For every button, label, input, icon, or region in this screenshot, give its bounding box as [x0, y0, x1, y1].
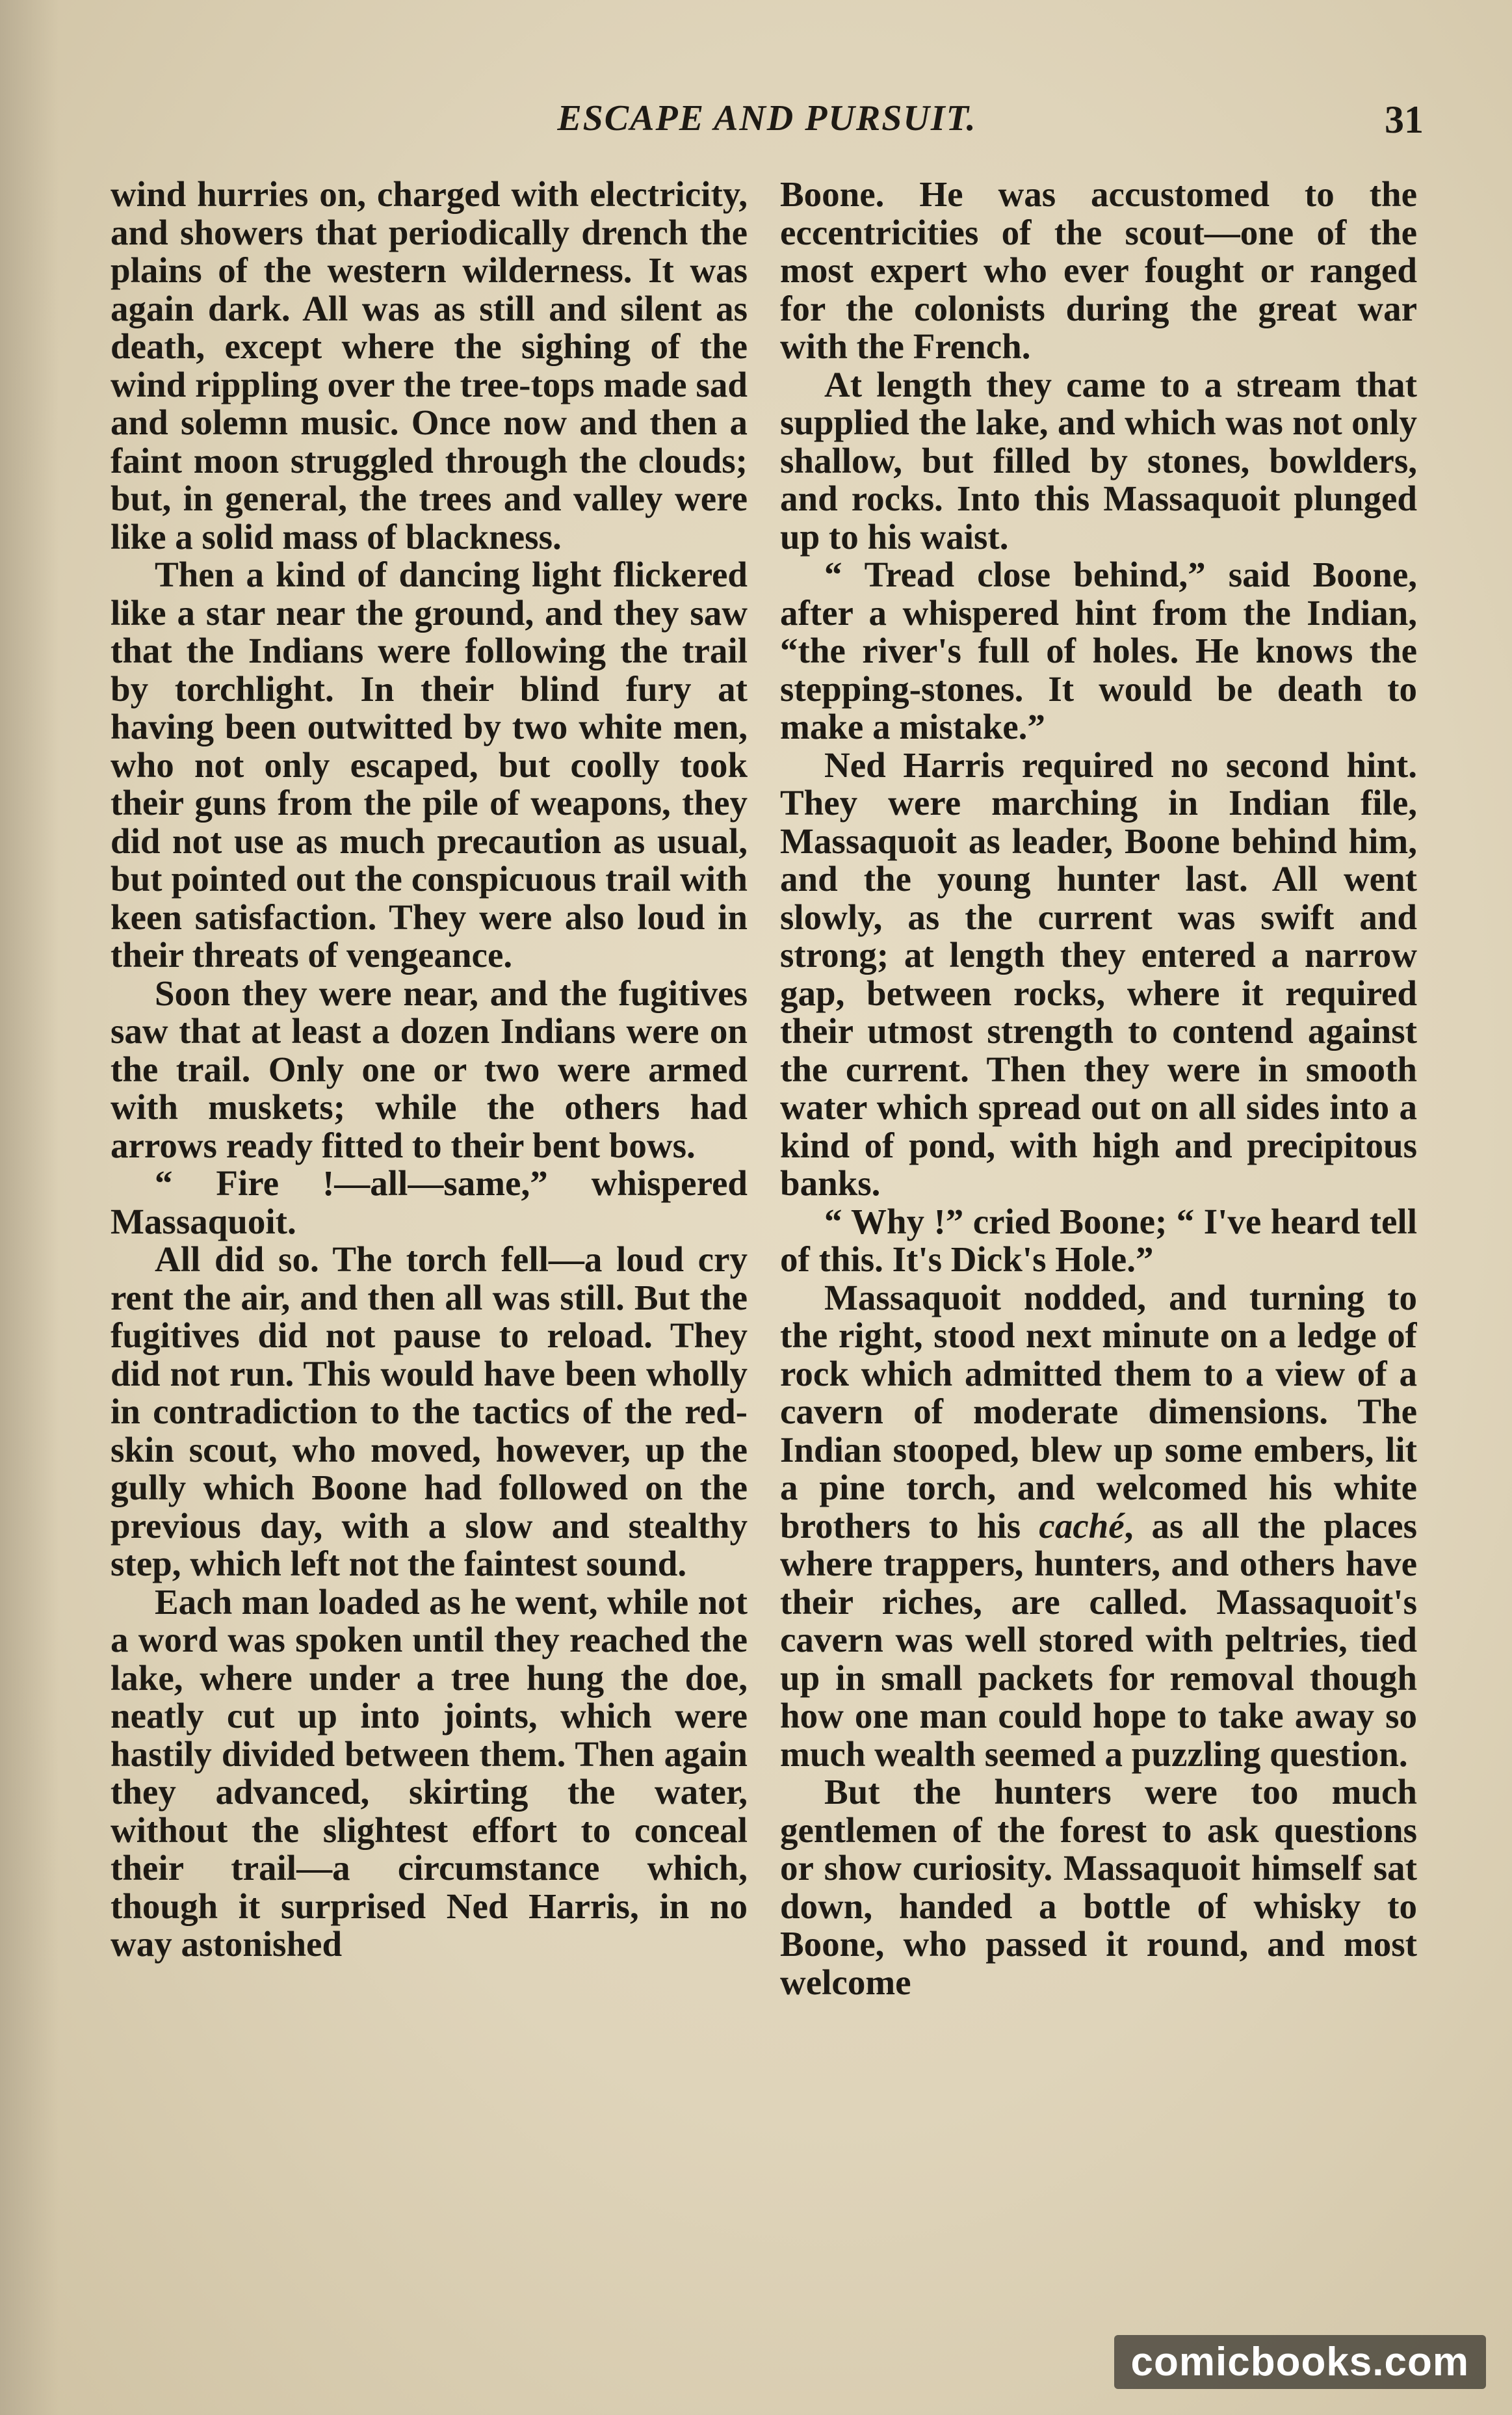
paragraph: But the hunters were too much gentlemen of the forest to ask questions or show curiosity. Massaquoit himself sat down, handed a bottle of whisky to Boone, who passed it round, and most welcome: [780, 1772, 1417, 2002]
page-number: 31: [1385, 98, 1424, 141]
page-gutter-shadow: [0, 0, 59, 2415]
paragraph: “ Why !” cried Boone; “ I've heard tell of this. It's Dick's Hole.”: [780, 1201, 1417, 1279]
right-column: [780, 176, 1417, 2328]
paragraph: At length they came to a stream that supplied the lake, and which was not only shallow, but filled by stones, bowlders, and rocks. Into this Massaquoit plunged up to his waist.: [780, 364, 1417, 557]
paragraph: Each man loaded as he went, while not a word was spoken until they reached the lake, where under a tree hung the doe, neatly cut up into joints, which were hastily divided between them. Then again they advanced, skirting the water, without the slightest effort to conceal their trail—a circumstance which, though it surprised Ned Harris, in no way astonished: [111, 1581, 748, 1964]
paragraph: Then a kind of dancing light flickered like a star near the ground, and they saw that the Indians were following the trail by torchlight. In their blind fury at having been outwitted by two white men, who not only escaped, but coolly took their guns from the pile of weapons, they did not use as much precaution as usual, but pointed out the conspicuous trail with keen satisfaction. They were also loud in their threats of vengeance.: [111, 555, 748, 975]
paragraph: “ Tread close behind,” said Boone, after a whispered hint from the Indian, “the river's full of holes. He knows the stepping-stones. It would be death to make a mistake.”: [780, 555, 1417, 746]
paragraph: [780, 1279, 1417, 1774]
paragraph: wind hurries on, charged with electricity, and showers that periodically drench the plains of the western wilderness. It was again dark. All was as still and silent as death, except where the sighing of the wind rippling over the tree-tops made sad and solemn music. Once now and then a faint moon struggled through the clouds; but, in general, the trees and valley were like a solid mass of blackness.: [111, 176, 748, 557]
paragraph-text: , as all the places where trappers, hunters, and others have their riches, are called. Massaquoit's cavern was well stored with peltries, tied up in small packets for removal though how one man could hope to take away so much wealth seemed a puzzling question.: [780, 1505, 1417, 1774]
paragraph: “ Fire !—all—same,” whispered Massaquoit.: [111, 1163, 748, 1241]
page-header: [111, 98, 1424, 156]
italic-word: caché: [1039, 1505, 1125, 1546]
text-columns: [111, 176, 1417, 2328]
paragraph: Ned Harris required no second hint. They were marching in Indian file, Massaquoit as leader, Boone behind him, and the young hunter last. All went slowly, as the current was swift and strong; at length they entered a narrow gap, between rocks, where it required their utmost strength to contend against the current. Then they were in smooth water which spread out on all sides into a kind of pond, with high and precipitous banks.: [780, 745, 1417, 1203]
paragraph: Boone. He was accustomed to the eccentricities of the scout—one of the most expert who ever fought or ranged for the colonists during the great war with the French.: [780, 176, 1417, 366]
running-title: ESCAPE AND PURSUIT.: [557, 98, 977, 139]
paragraph: Soon they were near, and the fugitives saw that at least a dozen Indians were on the trail. Only one or two were armed with muskets; while the others had arrows ready fitted to their bent bows.: [111, 973, 748, 1165]
paragraph: All did so. The torch fell—a loud cry rent the air, and then all was still. But the fugitives did not pause to reload. They did not run. This would have been wholly in contradiction to the tactics of the red-skin scout, who moved, however, up the gully which Boone had followed on the previous day, with a slow and stealthy step, which left not the faintest sound.: [111, 1239, 748, 1583]
paragraph-text: Massaquoit nodded, and turning to the right, stood next minute on a ledge of rock which admitted them to a view of a cavern of moderate dimensions. The Indian stooped, blew up some embers, lit a pine torch, and welcomed his white brothers to his: [780, 1277, 1417, 1546]
left-column: [111, 176, 748, 2328]
watermark: comicbooks.com: [1114, 2335, 1486, 2389]
